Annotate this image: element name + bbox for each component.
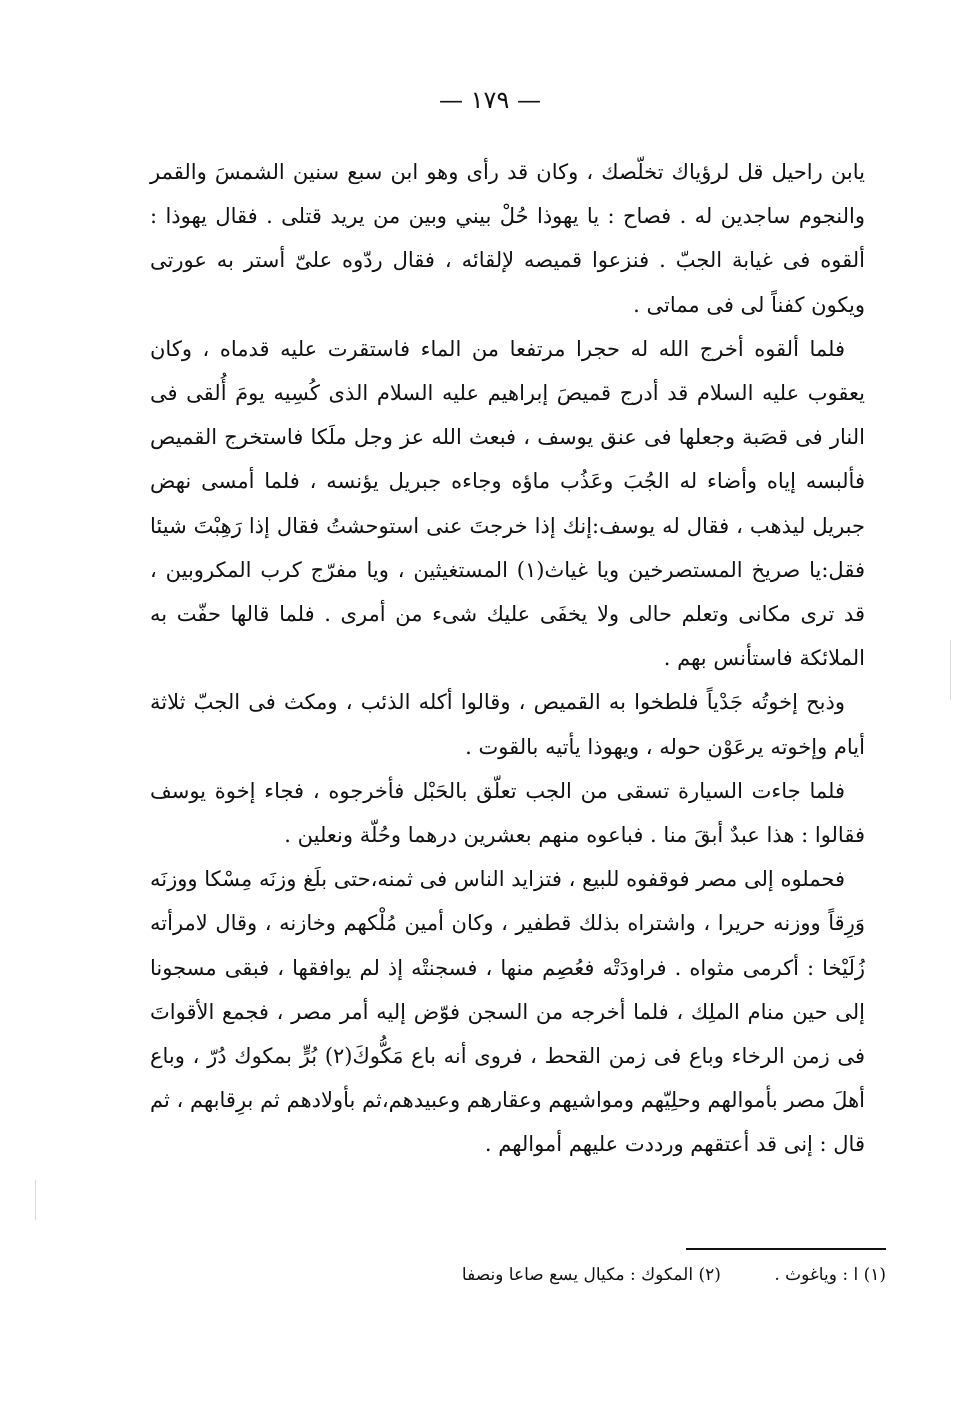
paragraph: وذبح إخوتُه جَدْياً فلطخوا به القميص ، وقالوا أكله الذئب ، ومكث فى الجبّ ثلاثة أيام وإخوته يرعَوْن حوله ، ويهوذا يأتيه بالقوت . [150, 690, 865, 759]
footnotes [360, 1262, 886, 1288]
paragraph: فحملوه إلى مصر فوقفوه للبيع ، فتزايد الناس فى ثمنه،حتى بلَغ وزنَه مِسْكا ووزنَه وَرِقاً ووزنه حريرا ، واشتراه بذلك قطفير ، وكان أمين مُلْكهم وخازنه ، وقال لامرأته زُلَيْخا : أكرمى مثواه . فراودَتْه فعُصِم منها ، فسجنتْه إذ لم يوافقها ، فبقى مسجونا إلى حين منام الملِك ، فلما أخرجه من السجن فوّض إليه أمر مصر ، فجمع الأقواتَ فى زمن الرخاء وباع فى زمن القحط ، فروى أنه باع مَكُّوكَ(٢) بُرٍّ بمكوك دُرّ ، وباع أهلَ مصر بأموالهم وحلِيّهم ومواشيهم وعقارهم وعبيدهم،ثم بأولادهم ثم برِقابهم ، ثم قال : إنى قد أعتقهم ورددت عليهم أموالهم . [150, 867, 865, 1157]
footnote: (٢) المكوك : مكيال يسع صاعا ونصفا [461, 1265, 721, 1285]
footnote: (١) ا : وياغوث . [774, 1265, 886, 1285]
paragraph: يابن راحيل قل لرؤياك تخلّصك ، وكان قد رأى وهو ابن سبع سنين الشمسَ والقمر والنجوم ساجدين له . فصاح : يا يهوذا حُلْ بيني وبين من يريد قتلى . فقال يهوذا : ألقوه فى غيابة الجبّ . فنزعوا قميصه لإلقائه ، فقال ردّوه علىّ أستر به عورتى ويكون كفناً لى فى مماتى . [150, 160, 865, 317]
paragraph: فلما جاءت السيارة تسقى من الجب تعلّق بالحَبْل فأخرجوه ، فجاء إخوة يوسف فقالوا : هذا عبدٌ أبقَ منا . فباعوه منهم بعشرين درهما وحُلّة ونعلين . [150, 778, 865, 848]
body-text [150, 150, 865, 1167]
margin-scan-mark [35, 1180, 36, 1220]
page-number: — ١٧٩ — [439, 86, 541, 114]
margin-scan-mark [950, 640, 951, 700]
footnote-divider [686, 1248, 886, 1250]
paragraph: فلما ألقوه أخرج الله له حجرا مرتفعا من الماء فاستقرت عليه قدماه ، وكان يعقوب عليه السلام قد أدرج قميصَ إبراهيم عليه السلام الذى كُسِيه يومَ أُلقى فى النار فى قصَبة وجعلها فى عنق يوسف ، فبعث الله عز وجل ملَكا فاستخرج القميص فألبسه إياه وأضاء له الجُبَ وعَذُب ماؤه وجاءه جبريل يؤنسه ، فلما أمسى نهض جبريل ليذهب ، فقال له يوسف:إنك إذا خرجتَ عنى استوحشتُ فقال إذا رَهِبْتَ شيئا فقل:يا صريخ المستصرخين ويا غياث(١) المستغيثين ، ويا مفرّج كرب المكروبين ، قد ترى مكانى وتعلم حالى ولا يخفَى عليك شىء من أمرى . فلما قالها حفّت به الملائكة فاستأنس بهم . [150, 336, 866, 671]
